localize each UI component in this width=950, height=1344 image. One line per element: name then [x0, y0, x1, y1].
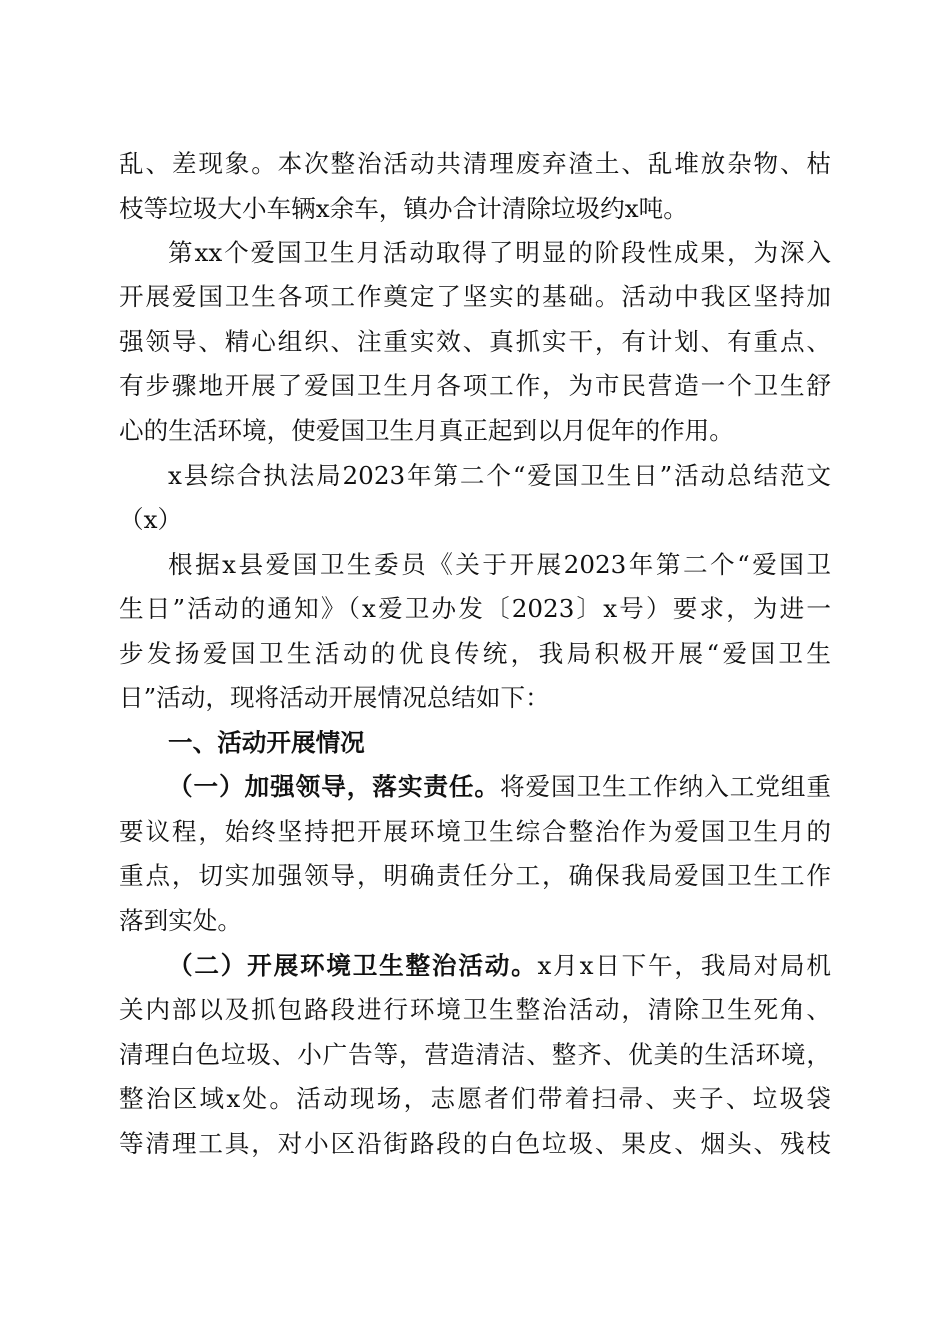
text-line: 强领导、精心组织、注重实效、真抓实干，有计划、有重点、	[119, 327, 831, 356]
text-line: 步发扬爱国卫生活动的优良传统，我局积极开展“爱国卫生	[119, 639, 831, 668]
text-line: 心的生活环境，使爱国卫生月真正起到以月促年的作用。	[119, 416, 734, 445]
item-line	[168, 944, 831, 988]
item-heading: （一）加强领导，落实责任。	[168, 772, 500, 801]
text-line: 关内部以及抓包路段进行环境卫生整治活动，清除卫生死角、	[119, 995, 831, 1024]
text-line: 重点，切实加强领导，明确责任分工，确保我局爱国卫生工作	[119, 861, 831, 890]
item-text: x月x日下午，我局对局机	[537, 951, 831, 980]
section-heading: 一、活动开展情况	[168, 728, 365, 757]
text-line: 第xx个爱国卫生月活动取得了明显的阶段性成果，为深入	[168, 238, 831, 267]
text-line: 清理白色垃圾、小广告等，营造清洁、整齐、优美的生活环境，	[119, 1040, 831, 1069]
text-line: 要议程，始终坚持把开展环境卫生综合整治作为爱国卫生月的	[119, 817, 831, 846]
text-line: 枝等垃圾大小车辆x余车，镇办合计清除垃圾约x吨。	[119, 194, 688, 223]
text-line: 落到实处。	[119, 906, 242, 935]
text-line: 开展爱国卫生各项工作奠定了坚实的基础。活动中我区坚持加	[119, 282, 831, 311]
text-line: 生日”活动的通知》（x爱卫办发〔2023〕x号）要求，为进一	[119, 594, 831, 623]
item-heading: （二）开展环境卫生整治活动。	[168, 951, 538, 980]
text-line: 等清理工具，对小区沿街路段的白色垃圾、果皮、烟头、残枝	[119, 1129, 831, 1158]
text-line: 日”活动，现将活动开展情况总结如下：	[119, 683, 550, 712]
section-title-line: x县综合执法局2023年第二个“爱国卫生日”活动总结范文	[168, 461, 831, 490]
text-line: 乱、差现象。本次整治活动共清理废弃渣土、乱堆放杂物、枯	[119, 149, 831, 178]
section-title-line: （x）	[119, 505, 183, 534]
item-line	[168, 765, 831, 809]
item-text: 将爱国卫生工作纳入工党组重	[499, 772, 831, 801]
text-line: 有步骤地开展了爱国卫生月各项工作，为市民营造一个卫生舒	[119, 371, 831, 400]
text-line: 整治区域x处。活动现场，志愿者们带着扫帚、夹子、垃圾袋	[119, 1084, 831, 1113]
text-line: 根据x县爱国卫生委员《关于开展2023年第二个“爱国卫	[168, 550, 831, 579]
